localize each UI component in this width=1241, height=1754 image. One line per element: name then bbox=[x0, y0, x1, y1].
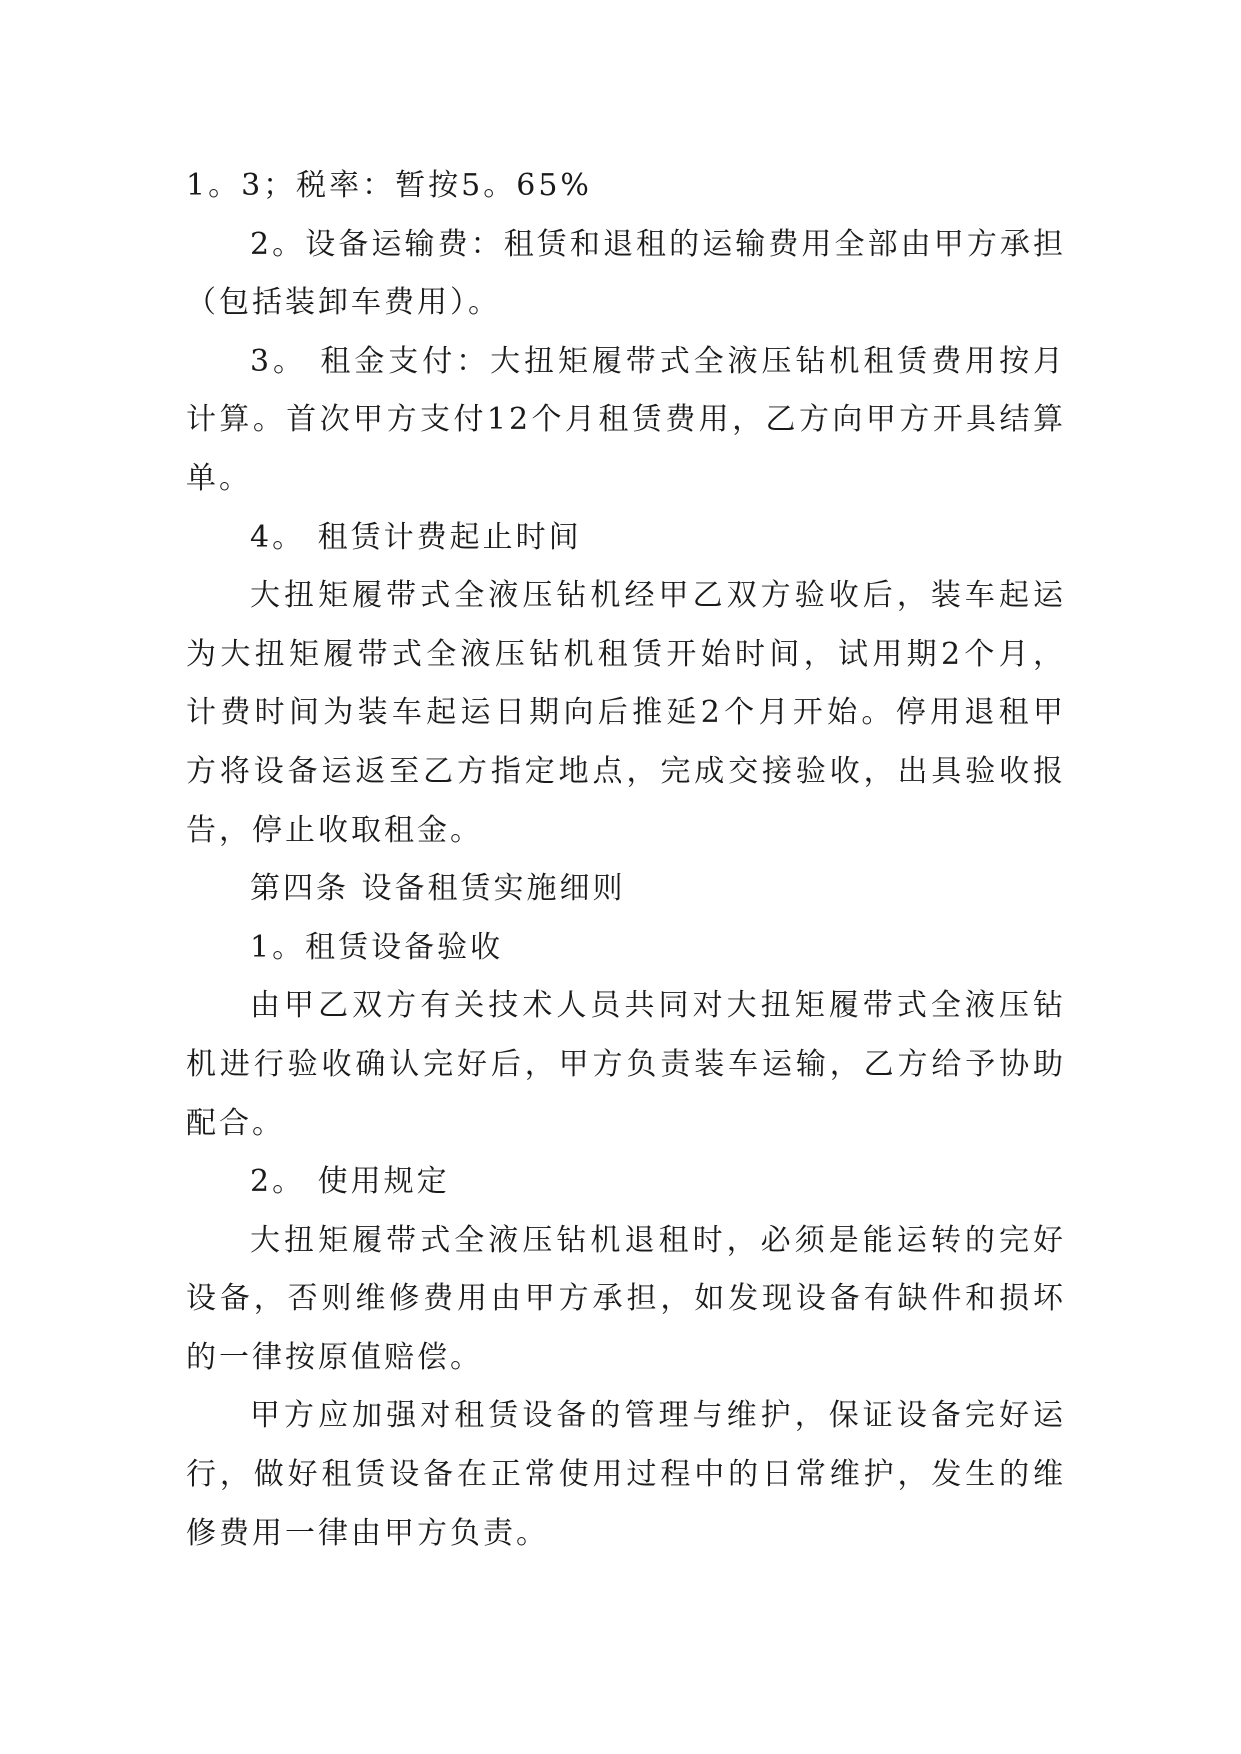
paragraph-usage-heading: 2。 使用规定 bbox=[250, 1164, 450, 1200]
document-body bbox=[186, 157, 1066, 1563]
paragraph-acceptance-heading: 1。租赁设备验收 bbox=[250, 929, 504, 965]
article-four-heading: 第四条 设备租赁实施细则 bbox=[250, 871, 626, 907]
paragraph-tax-rate: 1。3；税率：暂按5。65% bbox=[186, 168, 592, 203]
paragraph-rent-payment: 3。 租金支付：大扭矩履带式全液压钻机租赁费用按月计算。首次甲方支付12个月租赁费用，乙方向甲方开具结算单。 bbox=[186, 343, 1066, 496]
paragraph-billing-period-heading: 4。 租赁计费起止时间 bbox=[250, 519, 582, 555]
paragraph-transport-fee: 2。设备运输费：租赁和退租的运输费用全部由甲方承担（包括装卸车费用）。 bbox=[186, 226, 1066, 321]
paragraph-maintenance-body: 甲方应加强对租赁设备的管理与维护，保证设备完好运行，做好租赁设备在正常使用过程中的日常维护，发生的维修费用一律由甲方负责。 bbox=[186, 1398, 1066, 1551]
paragraph-billing-period-body: 大扭矩履带式全液压钻机经甲乙双方验收后，装车起运为大扭矩履带式全液压钻机租赁开始时间，试用期2个月，计费时间为装车起运日期向后推延2个月开始。停用退租甲方将设备运返至乙方指定地点，完成交接验收，出具验收报告，停止收取租金。 bbox=[186, 578, 1066, 848]
paragraph-usage-body: 大扭矩履带式全液压钻机退租时，必须是能运转的完好设备，否则维修费用由甲方承担，如发现设备有缺件和损坏的一律按原值赔偿。 bbox=[186, 1222, 1066, 1375]
paragraph-acceptance-body: 由甲乙双方有关技术人员共同对大扭矩履带式全液压钻机进行验收确认完好后，甲方负责装车运输，乙方给予协助配合。 bbox=[186, 988, 1066, 1141]
